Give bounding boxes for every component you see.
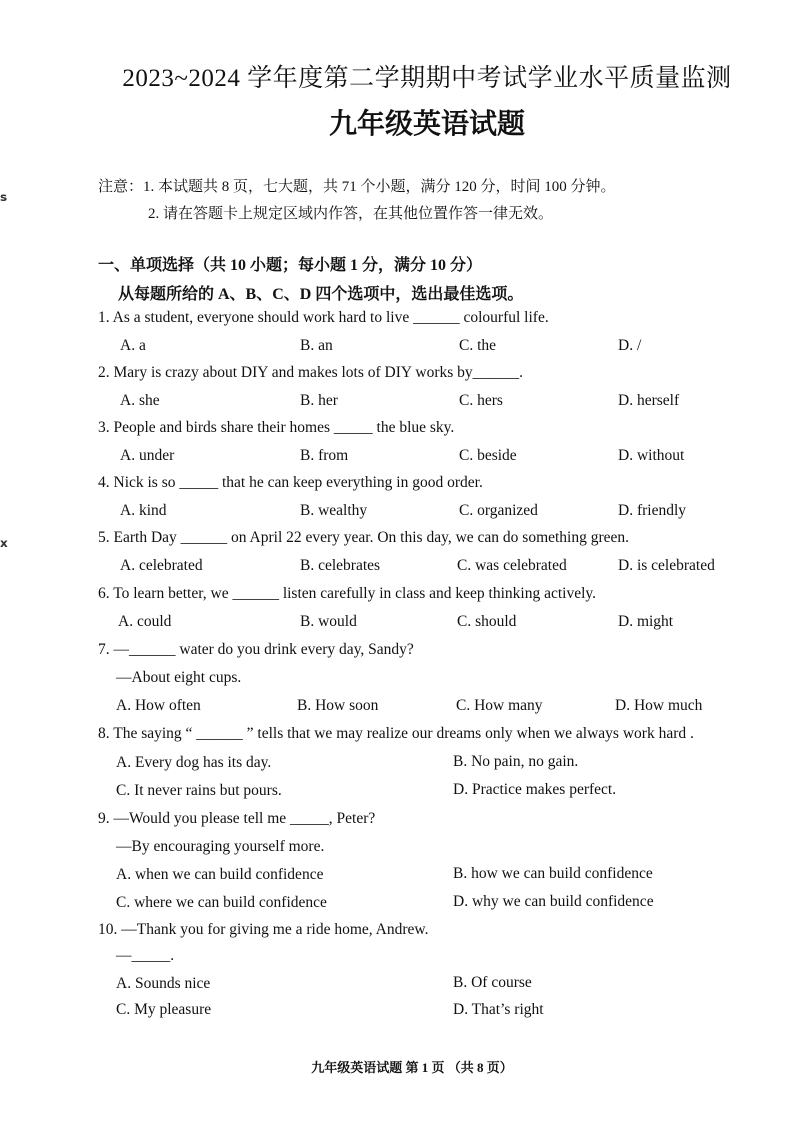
option-d: D. herself xyxy=(618,392,680,409)
option-c: C. organized xyxy=(459,502,538,519)
option-a: A. under xyxy=(120,447,175,464)
dialogue-reply: —_____. xyxy=(116,947,175,964)
option-a: A. when we can build confidence xyxy=(116,866,324,883)
option-b: B. how we can build confidence xyxy=(453,865,653,882)
question-stem: 7. —______ water do you drink every day, Sandy? xyxy=(98,641,414,658)
option-c: C. was celebrated xyxy=(457,557,567,574)
exam-subtitle: 九年级英语试题 xyxy=(328,109,525,140)
note-line-1: 注意：1. 本试题共 8 页，七大题，共 71 个小题，满分 120 分，时间 100 分钟。 xyxy=(98,179,616,195)
option-a: A. Sounds nice xyxy=(116,975,211,992)
dialogue-reply: —By encouraging yourself more. xyxy=(116,838,325,855)
question-stem: 10. —Thank you for giving me a ride home, Andrew. xyxy=(98,921,429,938)
question-stem: 6. To learn better, we ______ listen carefully in class and keep thinking actively. xyxy=(98,585,597,602)
option-b: B. would xyxy=(300,613,357,630)
option-b: B. her xyxy=(300,392,338,409)
option-c: C. beside xyxy=(459,447,517,464)
section-heading: 一、单项选择（共 10 小题；每小题 1 分，满分 10 分） xyxy=(98,257,483,274)
binding-mark: 𝘅 xyxy=(0,536,8,550)
option-d: D. That’s right xyxy=(453,1001,544,1018)
option-b: B. an xyxy=(300,337,333,354)
page-footer: 九年级英语试题 第 1 页 （共 8 页） xyxy=(311,1060,513,1075)
exam-title: 2023~2024 学年度第二学期期中考试学业水平质量监测 xyxy=(122,65,732,92)
question-stem: 5. Earth Day ______ on April 22 every year. On this day, we can do something green. xyxy=(98,529,630,546)
option-c: C. where we can build confidence xyxy=(116,894,327,911)
option-d: D. without xyxy=(618,447,685,464)
option-d: D. might xyxy=(618,613,674,630)
option-d: D. why we can build confidence xyxy=(453,893,654,910)
question-stem: 3. People and birds share their homes _____ the blue sky. xyxy=(98,419,455,436)
option-d: D. is celebrated xyxy=(618,557,715,574)
option-c: C. should xyxy=(457,613,517,630)
question-stem: 4. Nick is so _____ that he can keep everything in good order. xyxy=(98,474,483,491)
option-d: D. friendly xyxy=(618,502,687,519)
option-c: C. How many xyxy=(456,697,543,714)
option-c: C. My pleasure xyxy=(116,1001,212,1018)
option-b: B. from xyxy=(300,447,349,464)
option-a: A. a xyxy=(120,337,146,354)
option-a: A. she xyxy=(120,392,160,409)
option-c: C. the xyxy=(459,337,497,354)
option-b: B. Of course xyxy=(453,974,532,991)
option-c: C. hers xyxy=(459,392,503,409)
note-line-2: 2. 请在答题卡上规定区域内作答，在其他位置作答一律无效。 xyxy=(148,206,554,222)
option-a: A. could xyxy=(118,613,172,630)
option-a: A. celebrated xyxy=(120,557,203,574)
option-d: D. How much xyxy=(615,697,703,714)
option-d: D. / xyxy=(618,337,642,354)
binding-mark: 𝘀 xyxy=(0,190,8,204)
option-c: C. It never rains but pours. xyxy=(116,782,282,799)
option-b: B. wealthy xyxy=(300,502,368,519)
option-a: A. Every dog has its day. xyxy=(116,754,272,771)
question-stem: 1. As a student, everyone should work hard to live ______ colourful life. xyxy=(98,309,549,326)
option-b: B. How soon xyxy=(297,697,379,714)
question-stem: 8. The saying “ ______ ” tells that we may realize our dreams only when we always work hard . xyxy=(98,725,694,742)
option-a: A. kind xyxy=(120,502,167,519)
dialogue-reply: —About eight cups. xyxy=(116,669,242,686)
section-instruction: 从每题所给的 A、B、C、D 四个选项中，选出最佳选项。 xyxy=(118,286,524,303)
question-stem: 2. Mary is crazy about DIY and makes lots of DIY works by______. xyxy=(98,364,524,381)
option-d: D. Practice makes perfect. xyxy=(453,781,617,798)
option-b: B. No pain, no gain. xyxy=(453,753,579,770)
option-a: A. How often xyxy=(116,697,201,714)
option-b: B. celebrates xyxy=(300,557,381,574)
question-stem: 9. —Would you please tell me _____, Peter? xyxy=(98,810,376,827)
